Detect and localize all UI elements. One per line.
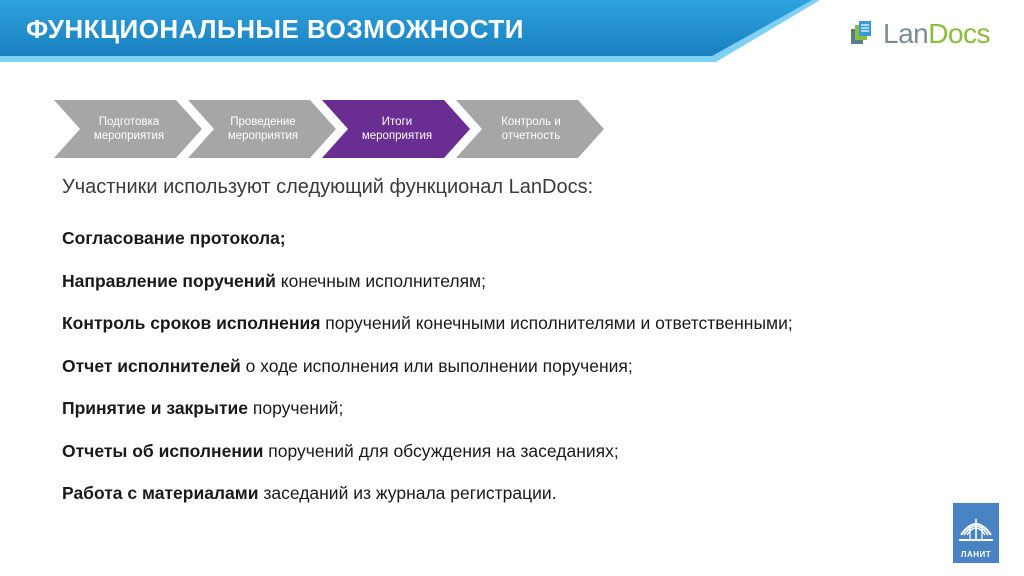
feature-bold: Работа с материалами [62, 483, 259, 503]
step-3-line1: Итоги [381, 116, 413, 128]
feature-bold: Отчет исполнителей [62, 355, 241, 376]
list-item [62, 269, 793, 312]
feature-text: поручений для обсуждения на заседаниях; [263, 440, 619, 461]
step-1-line1: Подготовка [98, 116, 160, 128]
step-1[interactable] [68, 100, 190, 158]
step-4[interactable] [470, 100, 592, 158]
lanit-text: ЛАНИТ [960, 550, 992, 559]
feature-text: о ходе исполнения или выполнении поручения; [240, 355, 633, 376]
logo-text-lan: Lan [883, 18, 929, 49]
step-4-line1: Контроль и [501, 116, 561, 128]
step-3-line2: мероприятия [361, 130, 433, 142]
list-item [62, 396, 793, 439]
lanit-emblem-icon [953, 505, 999, 549]
lanit-logo [953, 503, 999, 563]
step-4-line2: отчетность [501, 130, 561, 142]
step-2-line1: Проведение [230, 116, 296, 128]
section-subtitle: Участники используют следующий функционал LanDocs: [62, 176, 594, 198]
logo-text [883, 18, 990, 50]
list-item [62, 354, 793, 397]
step-3-active[interactable] [336, 100, 458, 158]
list-item [62, 226, 793, 269]
feature-bold: Согласование протокола; [62, 228, 286, 248]
feature-bold: Контроль сроков исполнения [62, 313, 321, 333]
list-item [62, 311, 793, 354]
documents-icon [849, 20, 877, 48]
feature-bold: Отчеты об исполнении [62, 440, 264, 461]
process-steps [54, 100, 614, 158]
step-2[interactable] [202, 100, 324, 158]
feature-text: конечным исполнителям; [275, 270, 486, 291]
list-item [62, 481, 793, 524]
logo-text-docs: Docs [928, 18, 991, 49]
list-item [62, 439, 793, 482]
step-1-line2: мероприятия [93, 130, 165, 142]
feature-list [62, 226, 793, 524]
feature-bold: Направление поручений [62, 270, 276, 291]
landocs-logo [849, 18, 1009, 50]
feature-bold: Принятие и закрытие [62, 398, 249, 418]
step-2-line2: мероприятия [227, 130, 299, 142]
page-title: ФУНКЦИОНАЛЬНЫЕ ВОЗМОЖНОСТИ [26, 14, 524, 44]
feature-text: поручений; [248, 398, 344, 418]
feature-text: поручений конечными исполнителями и ответственными; [320, 313, 793, 333]
feature-text: заседаний из журнала регистрации. [258, 483, 557, 503]
